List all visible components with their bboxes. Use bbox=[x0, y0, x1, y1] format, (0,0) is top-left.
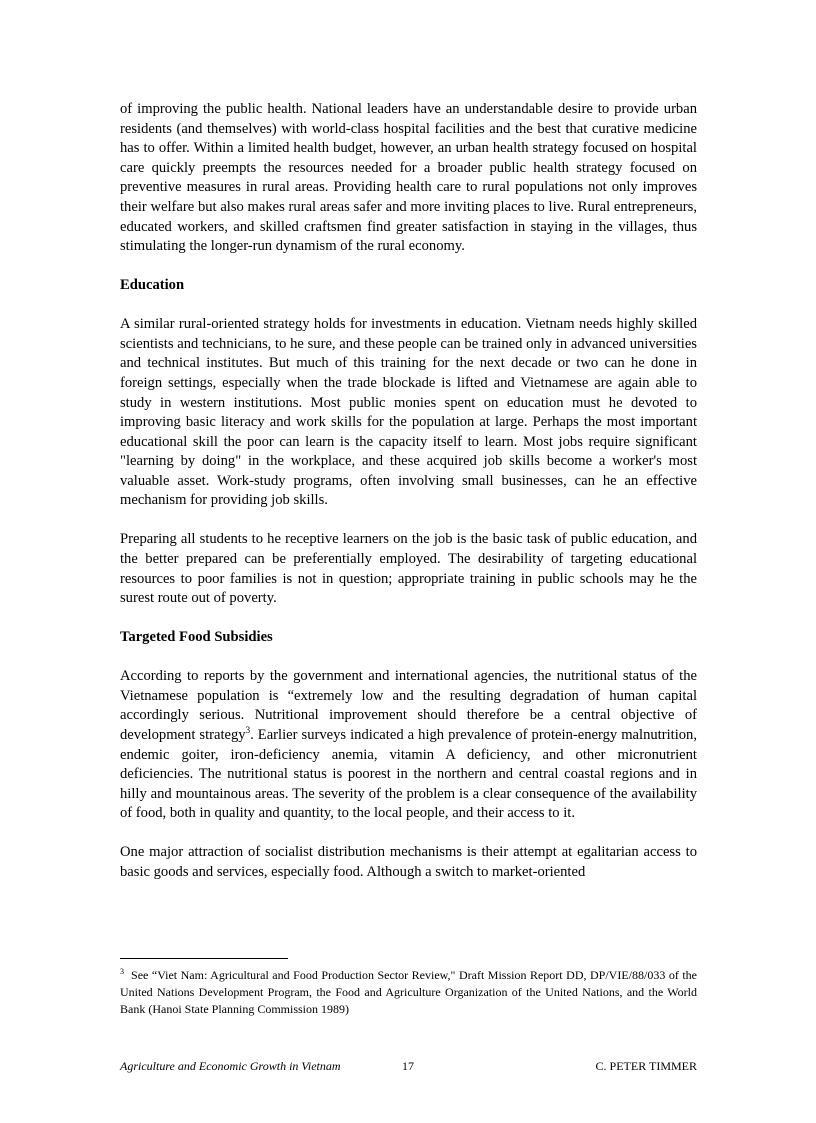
footer-page-number: 17 bbox=[402, 1059, 414, 1073]
paragraph-food-1-part-b: . Earlier surveys indicated a high prevalence of protein-energy malnutrition, endemic goiter, iron-deficiency anemia, vitamin A deficiency, and other micronutrient deficiencies. The nutritional status is poorest in the northern and central coastal regions and in hilly and mountainous areas. The severity of the problem is a clear consequence of the availability of food, both in quality and quantity, to the local people, and their access to it. bbox=[120, 726, 697, 822]
footnote-marker: 3 bbox=[120, 967, 124, 976]
footnote bbox=[120, 967, 697, 1018]
footnote-divider bbox=[120, 958, 288, 959]
footer-author: C. PETER TIMMER bbox=[595, 1059, 697, 1073]
heading-education: Education bbox=[120, 277, 185, 294]
footnote-reference[interactable]: 3 bbox=[245, 725, 251, 736]
paragraph-health-intro: of improving the public health. National leaders have an understandable desire to provide urban residents (and themselves) with world-class hospital facilities and the best that curative medicine has to offer. Within a limited health budget, however, an urban health strategy focused on hospital care quickly preempts the resources needed for a broader public health strategy focused on preventive measures in rural areas. Providing health care to rural populations not only improves their welfare but also makes rural areas safer and more inviting places to live. Rural entrepreneurs, educated workers, and skilled craftsmen find greater satisfaction in staying in the villages, thus stimulating the longer-run dynamism of the rural economy. bbox=[120, 101, 697, 255]
paragraph-education-2: Preparing all students to he receptive learners on the job is the basic task of public education, and the better prepared can be preferentially employed. The desirability of targeting educational resources to poor families is not in question; appropriate training in public schools may he the surest route out of poverty. bbox=[120, 531, 697, 607]
page-body bbox=[120, 100, 697, 883]
heading-targeted-food-subsidies: Targeted Food Subsidies bbox=[120, 629, 273, 646]
footnote-text: See “Viet Nam: Agricultural and Food Production Sector Review," Draft Mission Report DD, DP/VIE/88/033 of the United Nations Development Program, the Food and Agriculture Organization of the United Nations, and the World Bank (Hanoi State Planning Commission 1989) bbox=[120, 968, 698, 1016]
paragraph-food-1 bbox=[120, 667, 697, 824]
page-footer bbox=[120, 1058, 697, 1074]
paragraph-food-1-part-a: According to reports by the government and international agencies, the nutritional status of the Vietnamese population is “extremely low and the resulting degradation of human capital accordingly serious. Nutritional improvement should therefore be a central objective of development strategy bbox=[120, 668, 697, 743]
paragraph-food-2: One major attraction of socialist distribution mechanisms is their attempt at egalitarian access to basic goods and services, especially food. Although a switch to market-oriented bbox=[120, 844, 697, 880]
paragraph-education-1: A similar rural-oriented strategy holds for investments in education. Vietnam needs highly skilled scientists and technicians, to he sure, and these people can be trained only in advanced universities and technical institutes. But much of this training for the next decade or two can he done in foreign settings, especially when the trade blockade is lifted and Vietnamese are again able to study in western institutions. Most public monies spent on education must he devoted to improving basic literacy and work skills for the population at large. Perhaps the most important educational skill the poor can learn is the capacity itself to learn. Most jobs require significant "learning by doing" in the workplace, and these acquired job skills become a worker's most valuable asset. Work-study programs, often involving small businesses, can he an effective mechanism for providing job skills. bbox=[120, 316, 697, 509]
footer-document-title: Agriculture and Economic Growth in Vietnam bbox=[120, 1059, 341, 1073]
